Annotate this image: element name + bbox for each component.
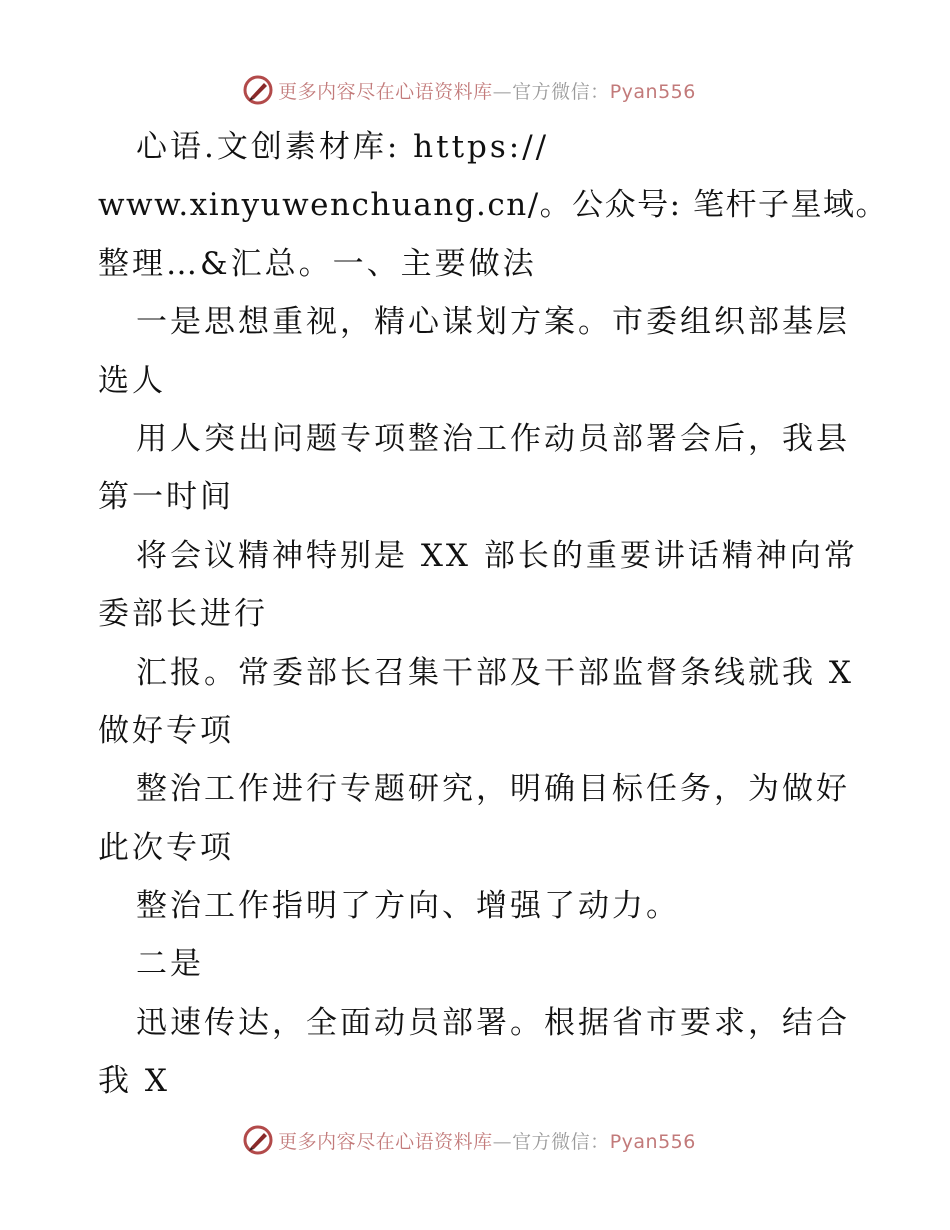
footer-banner-dash: — xyxy=(492,1130,513,1153)
text-line-13: 此次专项 xyxy=(98,829,234,866)
header-banner-site: 更多内容尽在心语资料库 xyxy=(278,80,493,103)
text-line-3: 整理…&汇总。一、主要做法 xyxy=(98,245,537,282)
text-line-4: 一是思想重视，精心谋划方案。市委组织部基层 xyxy=(136,304,850,341)
text-line-5: 选人 xyxy=(98,362,166,399)
pen-circle-logo-icon xyxy=(242,1124,274,1156)
header-banner-content xyxy=(242,74,696,106)
text-line-7: 第一时间 xyxy=(98,479,234,516)
text-line-14: 整治工作指明了方向、增强了动力。 xyxy=(136,888,680,925)
footer-banner-text xyxy=(278,1127,696,1154)
text-line-12: 整治工作进行专题研究，明确目标任务，为做好 xyxy=(136,771,850,808)
text-line-8: 将会议精神特别是 XX 部长的重要讲话精神向常 xyxy=(136,537,858,574)
text-line-17: 我 X xyxy=(98,1063,170,1100)
text-line-10: 汇报。常委部长召集干部及干部监督条线就我 X xyxy=(136,654,854,691)
header-banner-label: 官方微信： xyxy=(512,80,610,103)
header-banner-text xyxy=(278,77,696,104)
footer-banner-site: 更多内容尽在心语资料库 xyxy=(278,1130,493,1153)
text-line-11: 做好专项 xyxy=(98,712,234,749)
text-line-9: 委部长进行 xyxy=(98,596,268,633)
header-banner-wechat: Pyan556 xyxy=(609,80,696,103)
footer-banner-label: 官方微信： xyxy=(512,1130,610,1153)
text-line-16: 迅速传达，全面动员部署。根据省市要求，结合 xyxy=(136,1004,850,1041)
text-line-1: 心语.文创素材库: https:// xyxy=(136,129,550,165)
header-banner-dash: — xyxy=(492,80,513,103)
footer-banner-wechat: Pyan556 xyxy=(609,1130,696,1153)
text-line-6: 用人突出问题专项整治工作动员部署会后，我县 xyxy=(136,420,850,457)
pen-circle-logo-icon xyxy=(242,74,274,106)
document-body xyxy=(98,118,888,1111)
text-line-15: 二是 xyxy=(136,946,204,983)
text-line-2: www.xinyuwenchuang.cn/。公众号: 笔杆子星域。 xyxy=(98,187,888,224)
footer-banner-content xyxy=(242,1124,696,1156)
footer-banner xyxy=(0,1122,950,1158)
header-banner xyxy=(0,72,950,108)
